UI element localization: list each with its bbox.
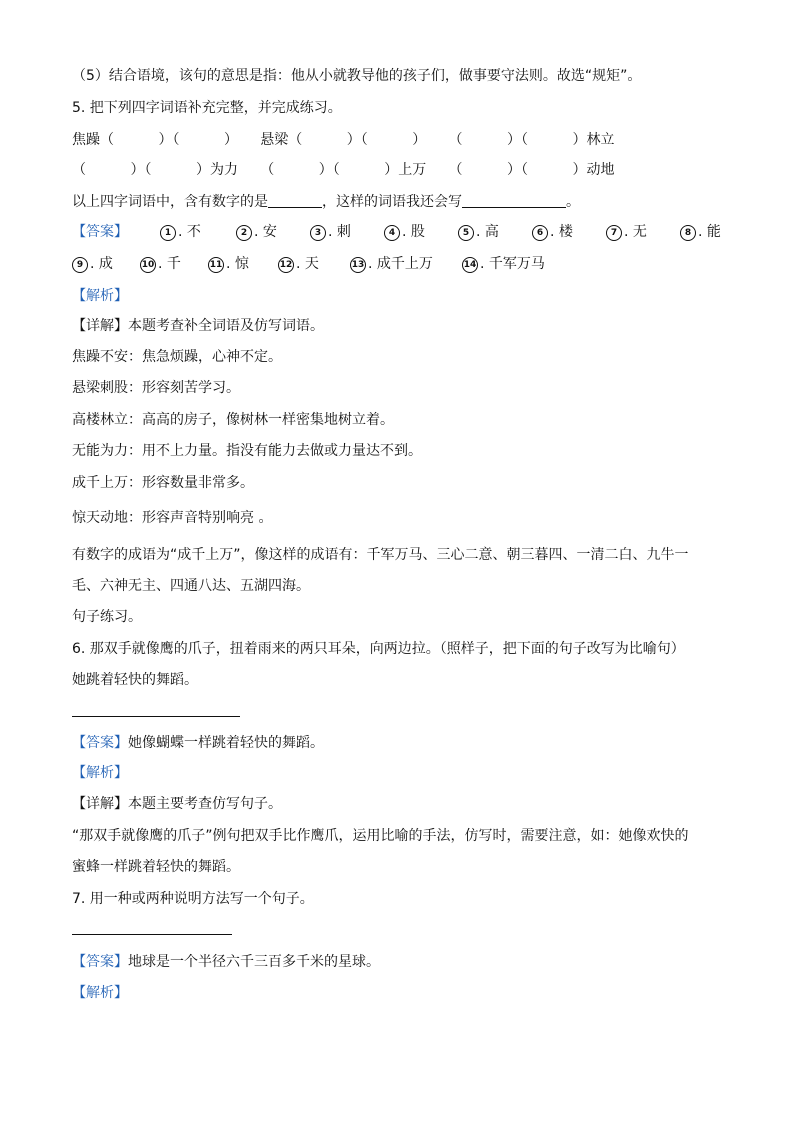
prompt-part-1: 以上四字词语中，含有数字的是: [72, 194, 268, 210]
answer-line-7[interactable]: [72, 934, 232, 935]
detail-1-line-6: 惊天动地：形容声音特别响亮 。: [72, 510, 273, 526]
circled-number: 9: [72, 257, 88, 273]
answer-item: [278, 254, 319, 274]
answer-item: [350, 254, 433, 274]
question-5-row-1: 焦躁（ ）（ ） 悬梁（ ）（ ） （ ）（ ）林立: [72, 132, 615, 148]
detail-2-line-1: “那双手就像鹰的爪子”例句把双手比作鹰爪，运用比喻的手法，仿写时，需要注意，如：她像欢快的: [72, 828, 689, 844]
detail-1-line-1: 焦躁不安：焦急烦躁，心神不定。: [72, 349, 282, 365]
circled-number: 14: [462, 257, 478, 273]
blank-2[interactable]: [462, 193, 566, 208]
question-6-sentence: 她跳着轻快的舞蹈。: [72, 672, 198, 688]
question-5-row-2: （ ）（ ）为力 （ ）（ ）上万 （ ）（ ）动地: [72, 162, 615, 178]
detail-1: 【详解】本题考查补全词语及仿写词语。: [72, 318, 324, 334]
circled-number: 4: [384, 225, 400, 241]
analysis-label-3: 【解析】: [72, 985, 128, 1001]
circled-number: 6: [532, 225, 548, 241]
answer-text: . 天: [296, 256, 319, 272]
detail-1-line-7: 有数字的成语为“成千上万”，像这样的成语有：千军万马、三心二意、朝三暮四、一清二白、九牛一: [72, 547, 689, 563]
circled-number: 5: [458, 225, 474, 241]
answer-7: [72, 952, 380, 972]
detail-1-line-8: 毛、六神无主、四通八达、五湖四海。: [72, 578, 310, 594]
answer-item: [532, 222, 573, 242]
answer-item: [606, 222, 647, 242]
answer-explanation-5: （5）结合语境，该句的意思是指：他从小就教导他的孩子们，做事要守法则。故选“规矩”。: [72, 68, 642, 84]
answer-line-6[interactable]: [72, 716, 240, 717]
answer-item: [72, 254, 113, 274]
answer-text: . 刺: [328, 224, 351, 240]
question-7: 7. 用一种或两种说明方法写一个句子。: [72, 891, 314, 907]
circled-number: 10: [140, 257, 156, 273]
circled-number: 2: [236, 225, 252, 241]
analysis-label-2: 【解析】: [72, 765, 128, 781]
analysis-label-1: 【解析】: [72, 288, 128, 304]
prompt-part-2: ，这样的词语我还会写: [322, 194, 462, 210]
detail-1-line-3: 高楼林立：高高的房子，像树林一样密集地树立着。: [72, 412, 394, 428]
section-sentence-practice: 句子练习。: [72, 609, 142, 625]
question-6: 6. 那双手就像鹰的爪子，扭着雨来的两只耳朵，向两边拉。（照样子，把下面的句子改写为比喻句）: [72, 641, 685, 657]
answer-item: [140, 254, 181, 274]
answer-item: [384, 222, 425, 242]
circled-number: 3: [310, 225, 326, 241]
circled-number: 7: [606, 225, 622, 241]
answer-item: [160, 222, 201, 242]
circled-number: 8: [680, 225, 696, 241]
detail-2: 【详解】本题主要考查仿写句子。: [72, 796, 282, 812]
detail-2-line-2: 蜜蜂一样跳着轻快的舞蹈。: [72, 859, 240, 875]
answer-label-2: 【答案】: [72, 735, 128, 751]
answer-text: . 安: [254, 224, 277, 240]
prompt-part-3: 。: [566, 194, 580, 210]
answer-text: . 成: [90, 256, 113, 272]
circled-number: 12: [278, 257, 294, 273]
answer-6: [72, 733, 324, 753]
answer-text: . 成千上万: [368, 256, 433, 272]
circled-number: 11: [208, 257, 224, 273]
answer-text: . 惊: [226, 256, 249, 272]
answer-label-3: 【答案】: [72, 954, 128, 970]
answer-text-2: 她像蝴蝶一样跳着轻快的舞蹈。: [128, 735, 324, 751]
answer-label-1: 【答案】: [72, 224, 128, 240]
answer-text: . 楼: [550, 224, 573, 240]
answer-item: [680, 222, 721, 242]
answer-text-3: 地球是一个半径六千三百多千米的星球。: [128, 954, 380, 970]
detail-1-line-2: 悬梁刺股：形容刻苦学习。: [72, 380, 240, 396]
answer-text: . 不: [178, 224, 201, 240]
answer-text: . 高: [476, 224, 499, 240]
answer-row-2: [72, 254, 752, 274]
circled-number: 1: [160, 225, 176, 241]
answer-text: . 千军万马: [480, 256, 545, 272]
circled-number: 13: [350, 257, 366, 273]
answer-text: . 股: [402, 224, 425, 240]
answer-row-1: [72, 222, 752, 242]
answer-item: [458, 222, 499, 242]
answer-text: . 能: [698, 224, 721, 240]
answer-text: . 千: [158, 256, 181, 272]
question-5-title: 5. 把下列四字词语补充完整，并完成练习。: [72, 100, 342, 116]
detail-1-line-5: 成千上万：形容数量非常多。: [72, 475, 254, 491]
answer-item: [236, 222, 277, 242]
answer-text: . 无: [624, 224, 647, 240]
detail-1-line-4: 无能为力：用不上力量。指没有能力去做或力量达不到。: [72, 443, 422, 459]
answer-item: [462, 254, 545, 274]
blank-1[interactable]: [268, 193, 322, 208]
answer-item: [208, 254, 249, 274]
answer-item: [310, 222, 351, 242]
question-5-prompt: [72, 192, 580, 212]
